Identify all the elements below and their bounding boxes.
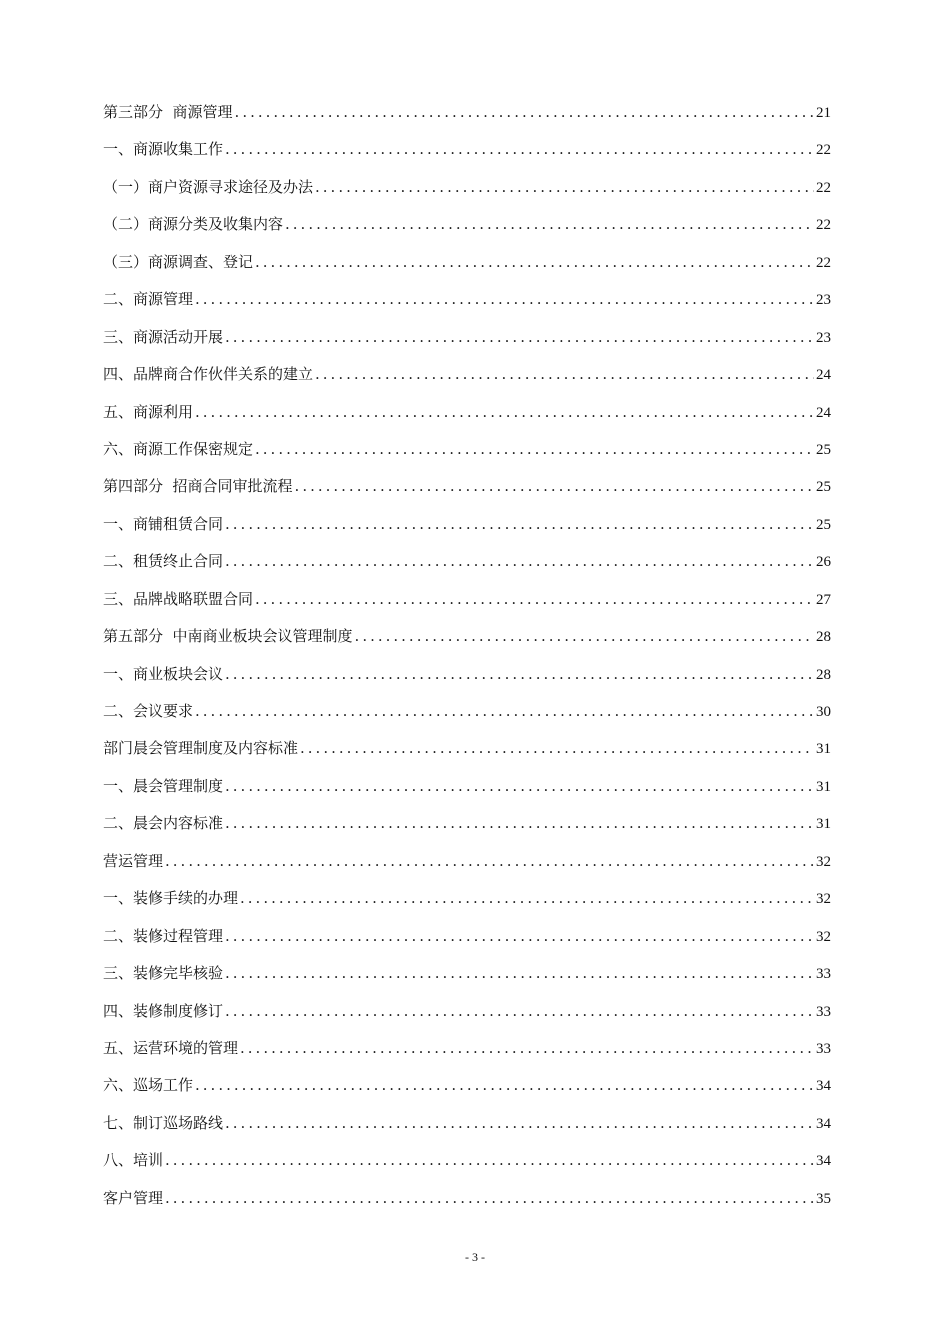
toc-entry-page: 23 [816, 329, 831, 346]
toc-entry-title: 客户管理 [103, 1188, 164, 1207]
toc-entry-title: 三、品牌战略联盟合同 [103, 589, 254, 608]
toc-leader-dots [195, 1074, 814, 1096]
toc-entry-title: 五、商源利用 [103, 402, 194, 421]
toc-entry-page: 32 [816, 891, 831, 908]
toc-entry[interactable] [103, 101, 831, 138]
toc-entry[interactable] [103, 475, 831, 512]
toc-entry[interactable] [103, 737, 831, 774]
toc-entry-page: 25 [816, 441, 831, 458]
toc-entry[interactable] [103, 1037, 831, 1074]
toc-leader-dots [240, 887, 814, 909]
toc-entry-page: 25 [816, 516, 831, 533]
toc-entry[interactable] [103, 213, 831, 250]
toc-entry-page: 24 [816, 404, 831, 421]
toc-entry-page: 33 [816, 1040, 831, 1057]
toc-leader-dots [195, 401, 814, 423]
toc-entry[interactable] [103, 176, 831, 213]
toc-entry-page: 28 [816, 666, 831, 683]
toc-entry[interactable] [103, 588, 831, 625]
toc-leader-dots [240, 1037, 814, 1059]
toc-leader-dots [235, 101, 814, 123]
toc-entry[interactable] [103, 513, 831, 550]
toc-leader-dots [225, 326, 814, 348]
toc-leader-dots [165, 850, 814, 872]
toc-entry[interactable] [103, 251, 831, 288]
toc-entry-page: 22 [816, 179, 831, 196]
toc-entry[interactable] [103, 438, 831, 475]
toc-entry[interactable] [103, 700, 831, 737]
toc-entry-page: 32 [816, 853, 831, 870]
toc-leader-dots [315, 363, 814, 385]
toc-entry-title: 四、装修制度修订 [103, 1001, 224, 1020]
toc-entry-page: 23 [816, 292, 831, 309]
toc-entry-title: 二、装修过程管理 [103, 926, 224, 945]
toc-leader-dots [255, 438, 814, 460]
toc-entry-title: 一、商业板块会议 [103, 664, 224, 683]
toc-entry-title: 部门晨会管理制度及内容标准 [103, 739, 299, 758]
toc-leader-dots [165, 1187, 814, 1209]
toc-leader-dots [355, 625, 814, 647]
toc-leader-dots [225, 513, 814, 535]
toc-entry-page: 33 [816, 966, 831, 983]
toc-entry[interactable] [103, 663, 831, 700]
toc-entry-page: 22 [816, 254, 831, 271]
toc-entry-page: 33 [816, 1003, 831, 1020]
toc-entry[interactable] [103, 812, 831, 849]
toc-leader-dots [225, 812, 814, 834]
toc-entry-title: 六、巡场工作 [103, 1076, 194, 1095]
toc-leader-dots [225, 663, 814, 685]
toc-entry-page: 31 [816, 741, 831, 758]
toc-leader-dots [225, 1000, 814, 1022]
toc-leader-dots [195, 700, 814, 722]
toc-entry-page: 26 [816, 554, 831, 571]
toc-leader-dots [195, 288, 814, 310]
toc-entry-title: （一）商户资源寻求途径及办法 [103, 177, 314, 196]
toc-entry[interactable] [103, 1000, 831, 1037]
toc-entry[interactable] [103, 401, 831, 438]
toc-entry-title: 三、商源活动开展 [103, 327, 224, 346]
toc-entry-page: 30 [816, 704, 831, 720]
table-of-contents [103, 101, 831, 1224]
toc-leader-dots [255, 251, 814, 273]
toc-leader-dots [225, 962, 814, 984]
toc-entry-title: 一、商铺租赁合同 [103, 514, 224, 533]
toc-entry-title: 第五部分 中南商业板块会议管理制度 [103, 627, 353, 646]
toc-entry-title: 四、品牌商合作伙伴关系的建立 [103, 365, 314, 384]
toc-entry-page: 21 [816, 105, 831, 121]
toc-leader-dots [255, 588, 814, 610]
toc-entry[interactable] [103, 887, 831, 924]
toc-leader-dots [295, 475, 814, 497]
toc-entry[interactable] [103, 288, 831, 325]
toc-entry-title: 三、装修完毕核验 [103, 964, 224, 983]
toc-entry[interactable] [103, 326, 831, 363]
toc-entry-page: 34 [816, 1153, 831, 1170]
toc-leader-dots [225, 925, 814, 947]
toc-entry-title: （三）商源调查、登记 [103, 252, 254, 271]
toc-entry-title: 一、晨会管理制度 [103, 776, 224, 795]
toc-entry-page: 31 [816, 816, 831, 833]
toc-entry[interactable] [103, 925, 831, 962]
toc-entry[interactable] [103, 625, 831, 662]
toc-entry-page: 34 [816, 1078, 831, 1095]
toc-entry[interactable] [103, 850, 831, 887]
toc-entry[interactable] [103, 962, 831, 999]
toc-leader-dots [225, 1112, 814, 1134]
toc-entry[interactable] [103, 138, 831, 175]
toc-entry-title: 二、会议要求 [103, 702, 194, 720]
toc-entry-title: 第三部分 商源管理 [103, 103, 233, 121]
toc-entry-page: 35 [816, 1190, 831, 1207]
toc-leader-dots [300, 737, 814, 759]
toc-entry[interactable] [103, 1112, 831, 1149]
toc-entry[interactable] [103, 363, 831, 400]
toc-entry-title: 二、商源管理 [103, 290, 194, 309]
toc-entry-title: 二、晨会内容标准 [103, 814, 224, 833]
toc-entry-title: （二）商源分类及收集内容 [103, 215, 284, 234]
toc-entry-title: 一、商源收集工作 [103, 140, 224, 159]
toc-entry-page: 25 [816, 479, 831, 496]
toc-entry-title: 一、装修手续的办理 [103, 889, 239, 908]
toc-entry-title: 营运管理 [103, 851, 164, 870]
toc-entry-title: 八、培训 [103, 1151, 164, 1170]
toc-entry-page: 31 [816, 778, 831, 795]
toc-entry-title: 六、商源工作保密规定 [103, 439, 254, 458]
toc-leader-dots [225, 138, 814, 160]
toc-entry[interactable] [103, 550, 831, 587]
toc-entry-title: 二、租赁终止合同 [103, 552, 224, 571]
toc-entry-page: 32 [816, 928, 831, 945]
toc-entry-page: 27 [816, 591, 831, 608]
toc-leader-dots [315, 176, 814, 198]
toc-entry-title: 第四部分 招商合同审批流程 [103, 477, 293, 496]
toc-entry-page: 22 [816, 142, 831, 159]
page-number: - 3 - [465, 1250, 485, 1264]
toc-entry-page: 24 [816, 367, 831, 384]
toc-entry[interactable] [103, 1187, 831, 1224]
toc-entry-title: 五、运营环境的管理 [103, 1038, 239, 1057]
toc-entry-page: 28 [816, 629, 831, 646]
toc-leader-dots [285, 213, 814, 235]
toc-entry[interactable] [103, 1074, 831, 1111]
toc-entry[interactable] [103, 1149, 831, 1186]
toc-leader-dots [165, 1149, 814, 1171]
toc-entry-page: 34 [816, 1115, 831, 1132]
toc-leader-dots [225, 775, 814, 797]
toc-entry[interactable] [103, 775, 831, 812]
toc-leader-dots [225, 550, 814, 572]
toc-entry-title: 七、制订巡场路线 [103, 1113, 224, 1132]
toc-entry-page: 22 [816, 217, 831, 234]
